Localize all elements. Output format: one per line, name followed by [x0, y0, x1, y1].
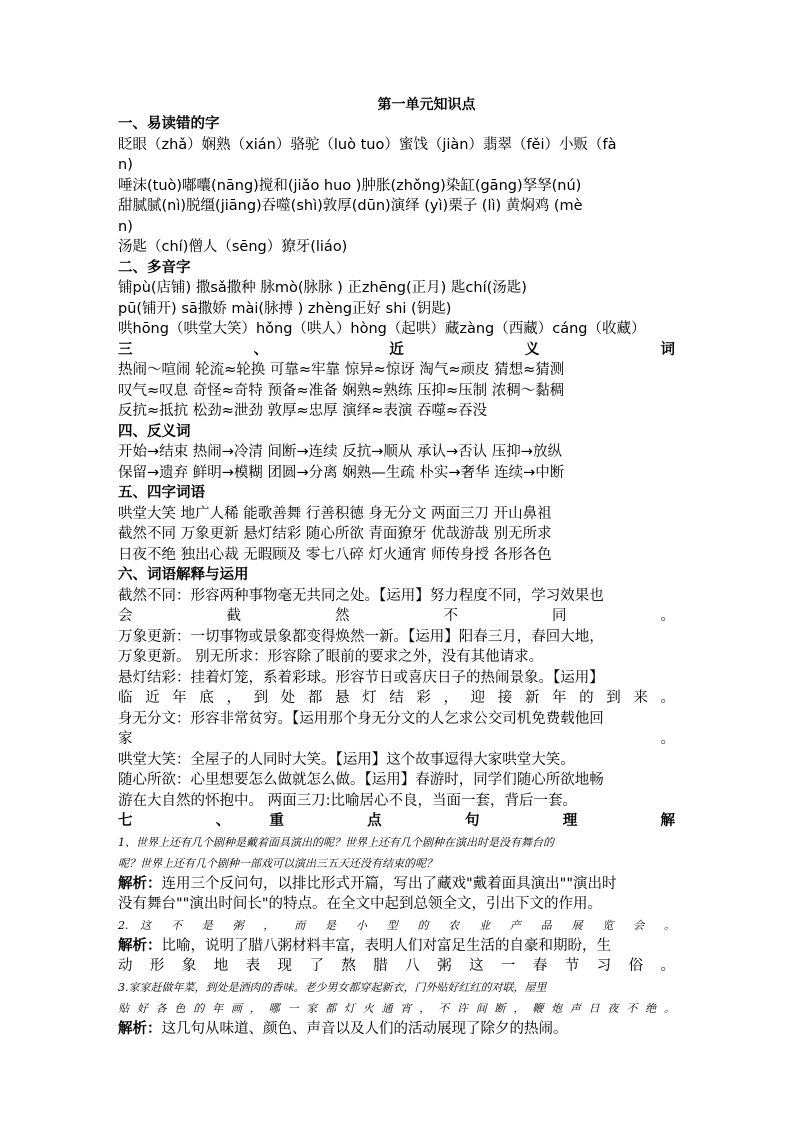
section-heading: 一、易读错的字 — [118, 116, 220, 132]
text-line: 唾沫(tuò)嘟囔(nāng)搅和(jiǎo huo )肿胀(zhǒng)染缸(gāng)孥孥(nú) — [118, 177, 582, 194]
text-line: 截然不同 万象更新 悬灯结彩 随心所欲 青面獠牙 优哉游哉 别无所求 — [118, 526, 552, 542]
analysis-label: 解析： — [118, 875, 162, 892]
text-line: 临 近 年 底 ， 到 处 都 悬 灯 结 彩 ， 迎 接 新 年 的 到 来 。 — [118, 690, 675, 706]
section-heading: 五、四字词语 — [118, 485, 205, 501]
page-title: 第一单元知识点 — [377, 97, 476, 113]
text-line: n) — [118, 157, 133, 173]
text-line: 哄堂大笑：全屋子的人同时大笑。【运用】这个故事逗得大家哄堂大笑。 — [118, 751, 575, 768]
section-heading: 六、词语解释与运用 — [118, 567, 249, 583]
text-line: 眨眼（zhǎ）娴熟（xián）骆驼（luò tuo）蜜饯（jiàn）翡翠（fěi）小贩（fà — [118, 136, 617, 153]
question-line: 呢？世界上还有几个剧种一部戏可以演出三五天还没有结束的呢？ — [118, 856, 437, 870]
analysis-line — [118, 874, 675, 895]
section-synonyms — [118, 340, 675, 422]
section-word-usage — [118, 565, 675, 811]
analysis-line: 没有舞台""演出时间长"的特点。在全文中起到总领全文，引出下文的作用。 — [118, 896, 603, 912]
text-line: 截然不同：形容两种事物毫无共同之处。【运用】努力程度不同，学习效果也 — [118, 587, 604, 604]
question-line: 3.家家赶做年菜，到处是酒肉的香味。老少男女都穿起新衣，门外贴好红红的对联，屋里 — [118, 980, 547, 994]
section-four-char-words — [118, 483, 675, 565]
question-line: 贴 好 各 色 的 年 画 ， 哪 一 家 都 灯 火 通 宵 ， 不 许 间 断 ， 鞭 炮 声 日 夜 不 绝 。 — [118, 1001, 675, 1015]
text-line: 叹气≈叹息 奇怪≈奇特 预备≈准备 娴熟≈熟练 压抑≈压制 浓稠～黏稠 — [118, 382, 565, 399]
text-line: 保留→遗弃 鲜明→模糊 团圆→分离 娴熟—生疏 朴实→奢华 连续→中断 — [118, 464, 565, 481]
text-line: pū(铺开) sā撒娇 mài(脉搏 ) zhèng正好 shi (钥匙) — [118, 300, 452, 317]
document-page — [118, 96, 675, 1039]
text-line: 会 截 然 不 同 。 — [118, 608, 675, 624]
section-heading: 二、多音字 — [118, 259, 191, 276]
analysis-label: 解析： — [118, 1020, 162, 1037]
text-line: 哄hōng（哄堂大笑）hǒng（哄人）hòng（起哄）藏zàng（西藏）cáng（收藏） — [118, 321, 646, 337]
text-line: 万象更新：一切事物或景象都变得焕然一新。【运用】阳春三月，春回大地， — [118, 628, 604, 645]
text-line: 哄堂大笑 地广人稀 能歌善舞 行善积德 身无分文 两面三刀 开山鼻祖 — [118, 505, 552, 522]
question-line: 2. 这 不 是 粥 ， 而 是 小 型 的 农 业 产 品 展 览 会 。 — [118, 918, 675, 932]
text-line: 反抗≈抵抗 松劲≈泄劲 敦厚≈忠厚 演绎≈表演 吞噬≈吞没 — [118, 403, 488, 419]
analysis-label: 解析： — [118, 937, 162, 954]
analysis-text: 连用三个反问句，以排比形式开篇，写出了藏戏"戴着面具演出""演出时 — [161, 875, 617, 892]
section-heading: 四、反义词 — [118, 423, 191, 440]
text-line: 悬灯结彩：挂着灯笼，系着彩球。形容节日或喜庆日子的热闹景象。【运用】 — [118, 669, 604, 686]
text-line: 身无分文：形容非常贫穷。【运用那个身无分文的人乞求公交司机免费载他回 — [118, 710, 604, 727]
section-heading: 三 、 近 义 词 — [118, 341, 675, 358]
text-line: 日夜不绝 独出心裁 无暇顾及 零七八碎 灯火通宵 师传身授 各形各色 — [118, 546, 552, 563]
text-line: 家 。 — [118, 731, 675, 747]
analysis-line: 动 形 象 地 表 现 了 熬 腊 八 粥 这 一 春 节 习 俗 。 — [118, 958, 675, 974]
section-easily-misread — [118, 114, 675, 258]
section-key-sentences — [118, 811, 675, 1039]
section-antonyms — [118, 422, 675, 484]
text-line: 汤匙（chí)僧人（sēng）獠牙(liáo) — [118, 239, 348, 255]
text-line: 游在大自然的怀抱中。 两面三刀:比喻居心不良，当面一套，背后一套。 — [118, 792, 577, 809]
section-polyphones — [118, 258, 675, 340]
text-line: n) — [118, 218, 133, 235]
analysis-text: 这几句从味道、颜色、声音以及人们的活动展现了除夕的热闹。 — [161, 1020, 568, 1037]
text-line: 甜腻腻(nì)脱缰(jiāng)吞噬(shì)敦厚(dūn)演绎 (yì)栗子 (lì) 黄焖鸡 (mè — [118, 198, 583, 214]
text-line: 热闹～喧闹 轮流≈轮换 可靠≈牢靠 惊异≈惊讶 淘气≈顽皮 猜想≈猜测 — [118, 362, 565, 378]
analysis-line — [118, 936, 675, 957]
section-heading: 七 、重 点 句 理 解 — [118, 813, 675, 829]
analysis-line — [118, 1019, 675, 1040]
text-line: 万象更新。 别无所求：形容除了眼前的要求之外，没有其他请求。 — [118, 649, 544, 665]
text-line: 铺pù(店铺) 撒sǎ撒种 脉mò(脉脉 ) 正zhēng(正月) 匙chí(汤匙) — [118, 280, 527, 296]
question-line: 1、世界上还有几个剧种是戴着面具演出的呢？世界上还有几个剧种在演出时是没有舞台的 — [118, 835, 554, 849]
text-line: 开始→结束 热闹→冷清 间断→连续 反抗→顺从 承认→否认 压抑→放纵 — [118, 444, 562, 460]
analysis-text: 比喻，说明了腊八粥材料丰富，表明人们对富足生活的自豪和期盼，生 — [161, 937, 611, 954]
text-line: 随心所欲：心里想要怎么做就怎么做。【运用】春游时，同学们随心所欲地畅 — [118, 772, 604, 788]
